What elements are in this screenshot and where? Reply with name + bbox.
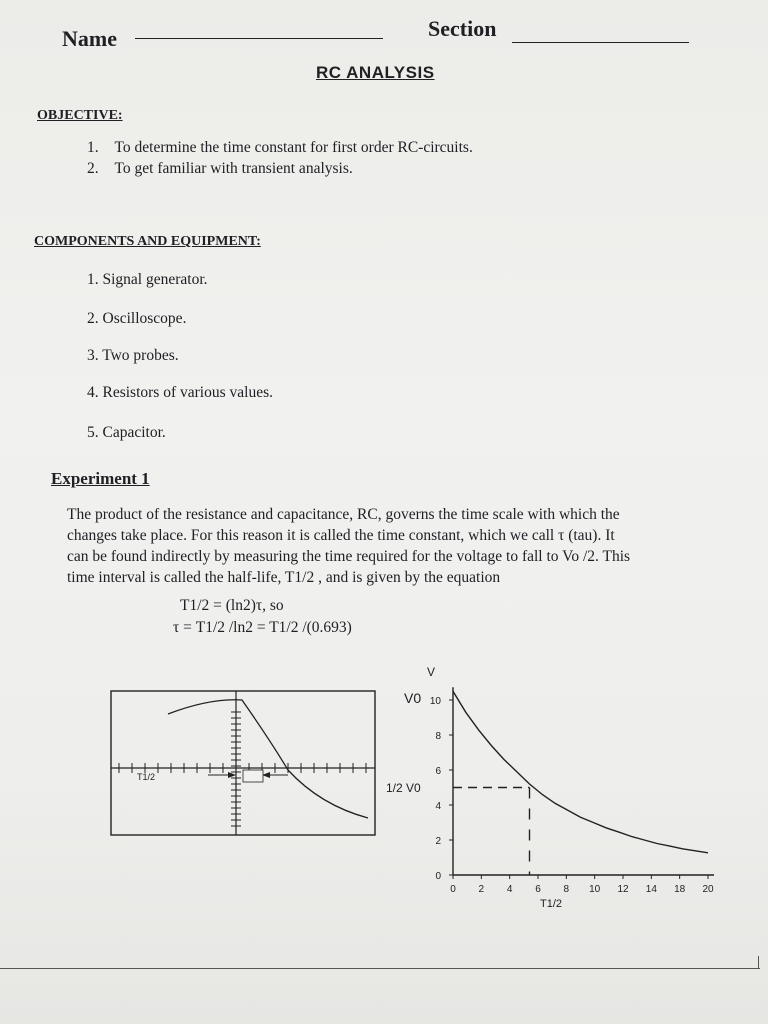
experiment-paragraph-line: The product of the resistance and capacitance, RC, governs the time scale with which the [67, 506, 620, 523]
component-item: 5. Capacitor. [87, 424, 166, 441]
objective-item-text: To determine the time constant for first order RC-circuits. [114, 139, 473, 156]
oscilloscope-display [110, 690, 376, 836]
half-v0-label: 1/2 V0 [386, 781, 421, 795]
y-tick-label: 8 [435, 731, 441, 742]
y-tick-label: 10 [429, 696, 441, 707]
x-tick-label: 12 [617, 884, 629, 895]
component-item: 2. Oscilloscope. [87, 310, 187, 327]
name-field-line[interactable] [135, 38, 383, 39]
experiment-paragraph-line: changes take place. For this reason it is called the time constant, which we call τ (tau). It [67, 527, 615, 544]
x-tick-label: 6 [535, 884, 541, 895]
y-tick-label: 4 [435, 801, 441, 812]
x-tick-label: 14 [645, 884, 657, 895]
objective-heading: OBJECTIVE: [37, 108, 123, 123]
section-label: Section [428, 16, 497, 41]
objective-item-number: 1. [87, 139, 99, 156]
x-tick-label: 20 [702, 884, 714, 895]
section-field-line[interactable] [512, 42, 689, 43]
chart-y-axis-label: V [427, 665, 436, 679]
x-tick-label: 2 [478, 884, 485, 895]
y-tick-label: 0 [435, 871, 441, 882]
experiment-paragraph-line: can be found indirectly by measuring the time required for the voltage to fall to Vo /2. This [67, 548, 631, 565]
experiment-paragraph-line: time interval is called the half-life, T1/2 , and is given by the equation [67, 569, 501, 586]
component-item: 1. Signal generator. [87, 271, 208, 288]
x-tick-label: 4 [506, 884, 513, 895]
bottom-divider [0, 968, 760, 969]
component-item: 4. Resistors of various values. [87, 384, 273, 401]
name-label: Name [62, 26, 117, 51]
y-tick-label: 6 [435, 766, 441, 777]
x-tick-label: 0 [450, 884, 456, 895]
objective-item-number: 2. [87, 160, 99, 177]
equation-tau: τ = T1/2 /ln2 = T1/2 /(0.693) [173, 619, 352, 636]
bottom-divider-corner [758, 956, 759, 969]
decay-chart [380, 660, 720, 920]
scope-half-life-marker: T1/2 [137, 772, 156, 782]
page-title: RC ANALYSIS [316, 63, 435, 82]
decay-curve [453, 691, 708, 853]
component-item: 3. Two probes. [87, 347, 179, 364]
x-tick-label: 10 [589, 884, 601, 895]
experiment-heading: Experiment 1 [51, 469, 150, 488]
v0-label: V0 [404, 690, 422, 706]
x-tick-label: 18 [674, 884, 686, 895]
equation-half-life: T1/2 = (ln2)τ, so [180, 597, 284, 614]
objective-item-text: To get familiar with transient analysis. [114, 160, 353, 177]
components-heading: COMPONENTS AND EQUIPMENT: [34, 234, 261, 249]
x-tick-label: 8 [563, 884, 570, 895]
y-tick-label: 2 [435, 836, 441, 847]
objective-item-1 [87, 139, 473, 157]
chart-x-axis-label: T1/2 [540, 898, 563, 910]
objective-item-2 [87, 160, 353, 178]
